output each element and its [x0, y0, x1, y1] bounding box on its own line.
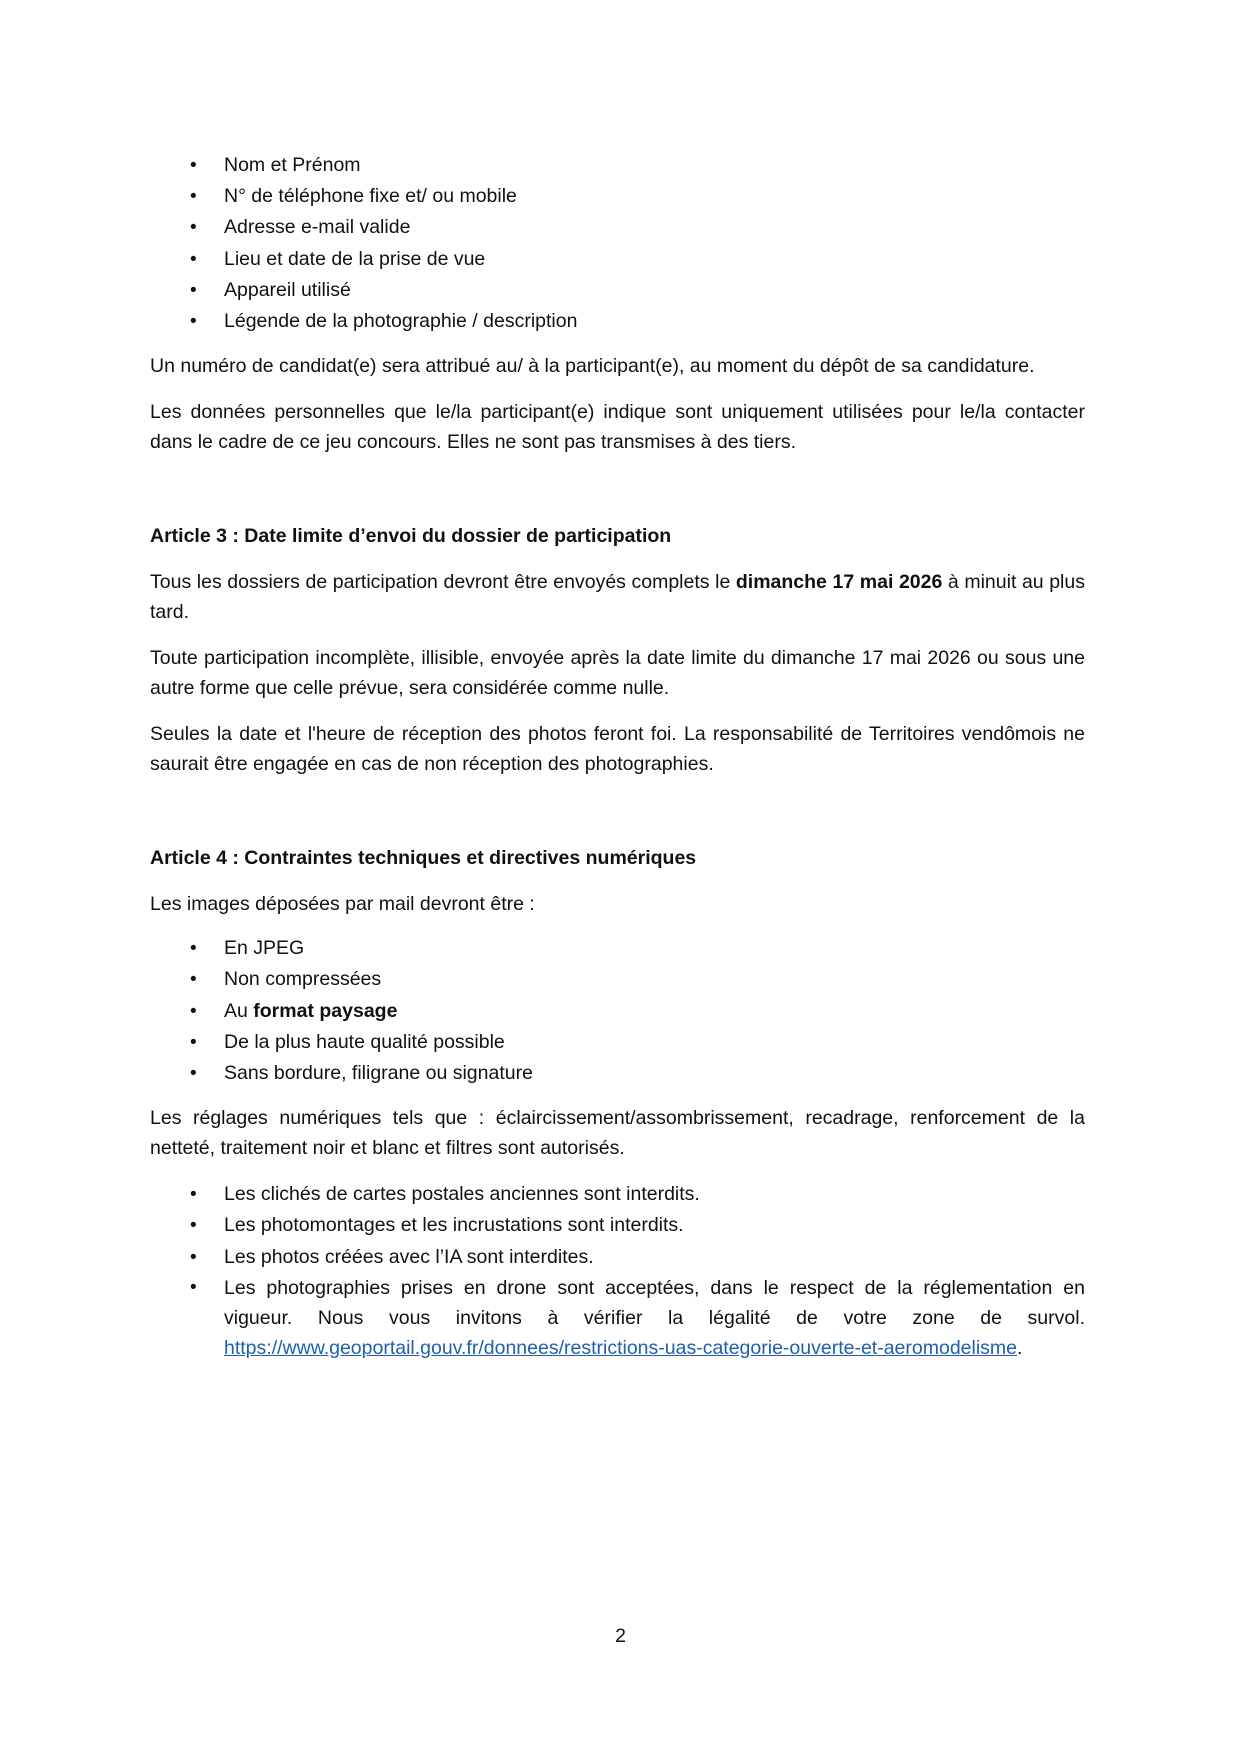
list-item: • Les photos créées avec l’IA sont interdites. [150, 1242, 1085, 1273]
article-3-paragraph-deadline: Tous les dossiers de participation devront être envoyés complets le dimanche 17 mai 2026 à minuit au plus tard. [150, 571, 1085, 624]
rules-list [150, 1179, 1085, 1363]
list-item: • Sans bordure, filigrane ou signature [150, 1058, 1085, 1089]
article-3-heading: Article 3 : Date limite d’envoi du dossier de participation [150, 525, 672, 548]
bullet-icon: • [190, 186, 197, 208]
article-4-adjustments: Les réglages numériques tels que : éclaircissement/assombrissement, recadrage, renforcement de la netteté, traitement noir et blanc et filtres sont autorisés. [150, 1107, 1085, 1160]
list-item: • Non compressées [150, 964, 1085, 995]
bullet-icon: • [190, 155, 197, 176]
bullet-icon: • [190, 1184, 197, 1206]
article-3-paragraph-reception: Seules la date et l'heure de réception des photos feront foi. La responsabilité de Territoires vendômois ne saurait être engagée en cas de non réception des photographies. [150, 723, 1085, 776]
bullet-icon: • [190, 1276, 197, 1298]
bullet-icon: • [190, 1063, 197, 1085]
list-item: • N° de téléphone fixe et/ ou mobile [150, 181, 1085, 212]
bullet-icon: • [190, 1031, 197, 1053]
bullet-icon: • [190, 1246, 197, 1268]
article-4-intro: Les images déposées par mail devront être : [150, 893, 535, 916]
list-item: • Lieu et date de la prise de vue [150, 244, 1085, 275]
list-item-drone: • Les photographies prises en drone sont acceptées, dans le respect de la réglementation en vigueur. Nous vous invitons à vérifier la légalité de votre zone de survol. https://www.geoportail.gouv.fr/donnees/restrictions-uas-categorie-ouverte-et-aeromodelisme. [150, 1273, 1085, 1363]
page-number: 2 [615, 1625, 626, 1647]
list-item: • Légende de la photographie / description [150, 306, 1085, 337]
list-item: • Adresse e-mail valide [150, 212, 1085, 243]
contact-info-list [150, 150, 1085, 337]
bullet-icon: • [190, 1215, 197, 1237]
list-item: • En JPEG [150, 933, 1085, 964]
bullet-icon: • [190, 248, 197, 270]
image-format-list [150, 933, 1085, 1089]
list-item: • Les photomontages et les incrustations sont interdits. [150, 1210, 1085, 1241]
paragraph-personal-data: Les données personnelles que le/la participant(e) indique sont uniquement utilisées pour le/la contacter dans le cadre de ce jeu concours. Elles ne sont pas transmises à des tiers. [150, 401, 1085, 454]
paragraph-candidate-number: Un numéro de candidat(e) sera attribué au/ à la participant(e), au moment du dépôt de sa candidature. [150, 355, 1035, 378]
bullet-icon: • [190, 217, 197, 239]
article-4-heading: Article 4 : Contraintes techniques et directives numériques [150, 847, 697, 870]
list-item: • De la plus haute qualité possible [150, 1027, 1085, 1058]
list-item: • Nom et Prénom [150, 150, 1085, 181]
bullet-icon: • [190, 311, 197, 333]
geoportail-link[interactable]: https://www.geoportail.gouv.fr/donnees/restrictions-uas-categorie-ouverte-et-aeromodelisme [224, 1336, 1018, 1359]
document-page [150, 150, 1085, 1363]
bullet-icon: • [190, 279, 197, 301]
article-3-paragraph-invalid: Toute participation incomplète, illisible, envoyée après la date limite du dimanche 17 mai 2026 ou sous une autre forme que celle prévue, sera considérée comme nulle. [150, 647, 1085, 700]
list-item: • Appareil utilisé [150, 275, 1085, 306]
bullet-icon: • [190, 938, 197, 960]
list-item: • Au format paysage [150, 996, 1085, 1027]
bullet-icon: • [190, 969, 197, 991]
bullet-icon: • [190, 1000, 197, 1022]
list-item: • Les clichés de cartes postales anciennes sont interdits. [150, 1179, 1085, 1210]
